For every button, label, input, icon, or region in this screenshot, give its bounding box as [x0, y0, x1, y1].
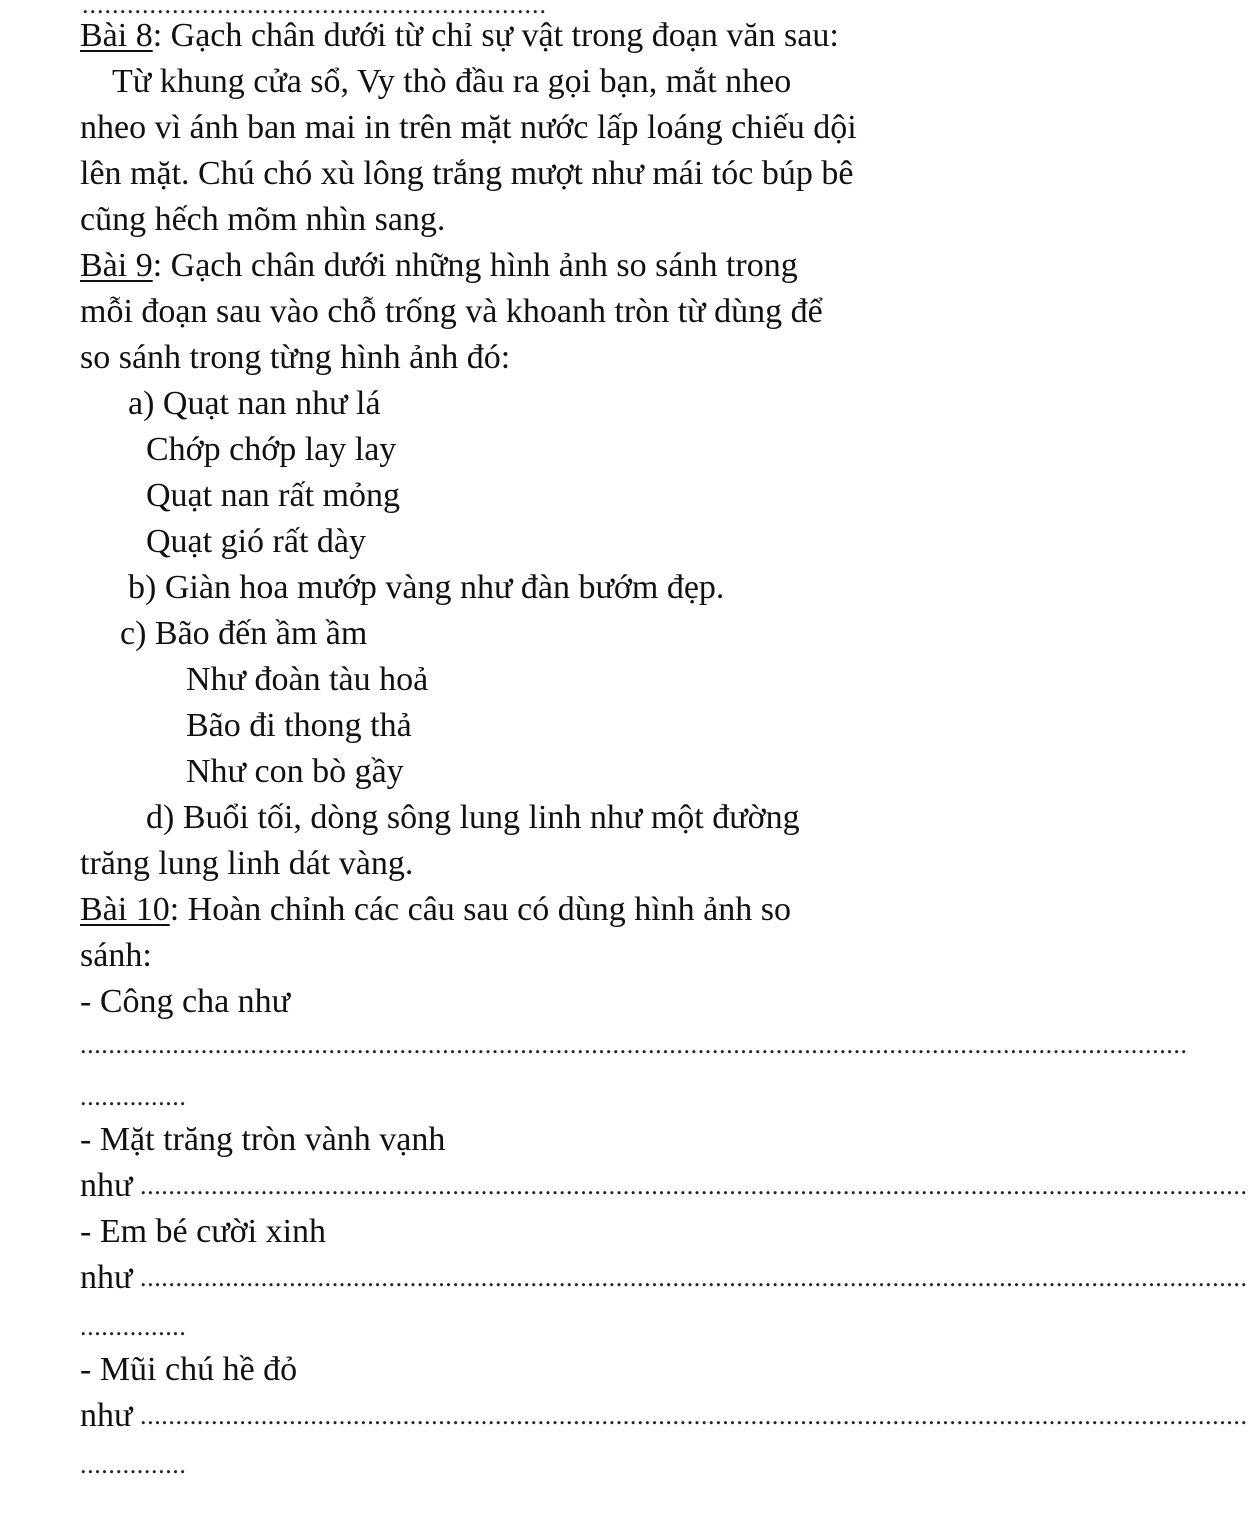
bai10-prompt: : Hoàn chỉnh các câu sau có dùng hình ảnh so [169, 891, 791, 928]
bai9-prompt-line: so sánh trong từng hình ảnh đó: [80, 339, 511, 376]
bai10-item-prefix: như [80, 1397, 133, 1434]
bai9-label: Bài 9 [80, 247, 153, 284]
bai8-label: Bài 8 [80, 17, 153, 54]
bai9-c-line: Như đoàn tàu hoả [186, 661, 429, 698]
bai10-item-prefix: như [80, 1167, 133, 1204]
bai8-line: lên mặt. Chú chó xù lông trắng mượt như mái tóc búp bê [80, 155, 854, 192]
bai9-a-line: a) Quạt nan như lá [128, 385, 381, 422]
bai9-d-line: d) Buổi tối, dòng sông lung linh như một đường [146, 799, 800, 836]
bai10-item-text: - Mặt trăng tròn vành vạnh [80, 1121, 446, 1158]
bai9-b-line: b) Giàn hoa mướp vàng như đàn bướm đẹp. [128, 569, 725, 606]
bai9-c-line: Bão đi thong thả [186, 707, 412, 744]
bai10-heading [80, 890, 791, 930]
bai10-label: Bài 10 [80, 891, 170, 928]
bai9-a-line: Quạt nan rất mỏng [146, 477, 400, 514]
bai8-line: cũng hếch mõm nhìn sang. [80, 201, 446, 238]
bai9-a-line: Chớp chớp lay lay [146, 431, 397, 468]
bai9-prompt-line: mỗi đoạn sau vào chỗ trống và khoanh tròn từ dùng để [80, 293, 823, 330]
bai9-c-line: c) Bão đến ầm ầm [120, 615, 368, 652]
answer-blank[interactable]: ............................................................................................................................................................ [80, 1030, 1188, 1059]
bai8-prompt: : Gạch chân dưới từ chỉ sự vật trong đoạn văn sau: [152, 17, 839, 54]
answer-blank[interactable]: ............................................................................................................................................................ [140, 1401, 1248, 1430]
bai9-d-line: trăng lung linh dát vàng. [80, 845, 414, 882]
bai10-prompt-line: sánh: [80, 937, 152, 974]
bai8-line: Từ khung cửa sổ, Vy thò đầu ra gọi bạn, mắt nheo [112, 63, 792, 100]
bai9-prompt: : Gạch chân dưới những hình ảnh so sánh trong [152, 247, 798, 284]
bai8-line: nheo vì ánh ban mai in trên mặt nước lấp loáng chiếu dội [80, 109, 857, 146]
answer-blank[interactable]: ............... [80, 1082, 187, 1111]
bai10-item-text: - Em bé cười xinh [80, 1213, 327, 1250]
bai9-heading [80, 246, 798, 286]
answer-blank[interactable]: ............................................................................................................................................................ [140, 1171, 1248, 1200]
top-dotted-line: .............................................................. [82, 0, 547, 19]
bai8-heading [80, 16, 839, 56]
bai10-item-text: - Mũi chú hề đỏ [80, 1351, 298, 1388]
bai9-a-line: Quạt gió rất dày [146, 523, 366, 560]
answer-blank[interactable]: ............... [80, 1312, 187, 1341]
bai9-c-line: Như con bò gầy [186, 753, 404, 790]
answer-blank[interactable]: ............... [80, 1450, 187, 1479]
bai10-item-prefix: như [80, 1259, 133, 1296]
answer-blank[interactable]: ............................................................................................................................................................ [140, 1263, 1248, 1292]
bai10-item-text: - Công cha như [80, 983, 291, 1020]
